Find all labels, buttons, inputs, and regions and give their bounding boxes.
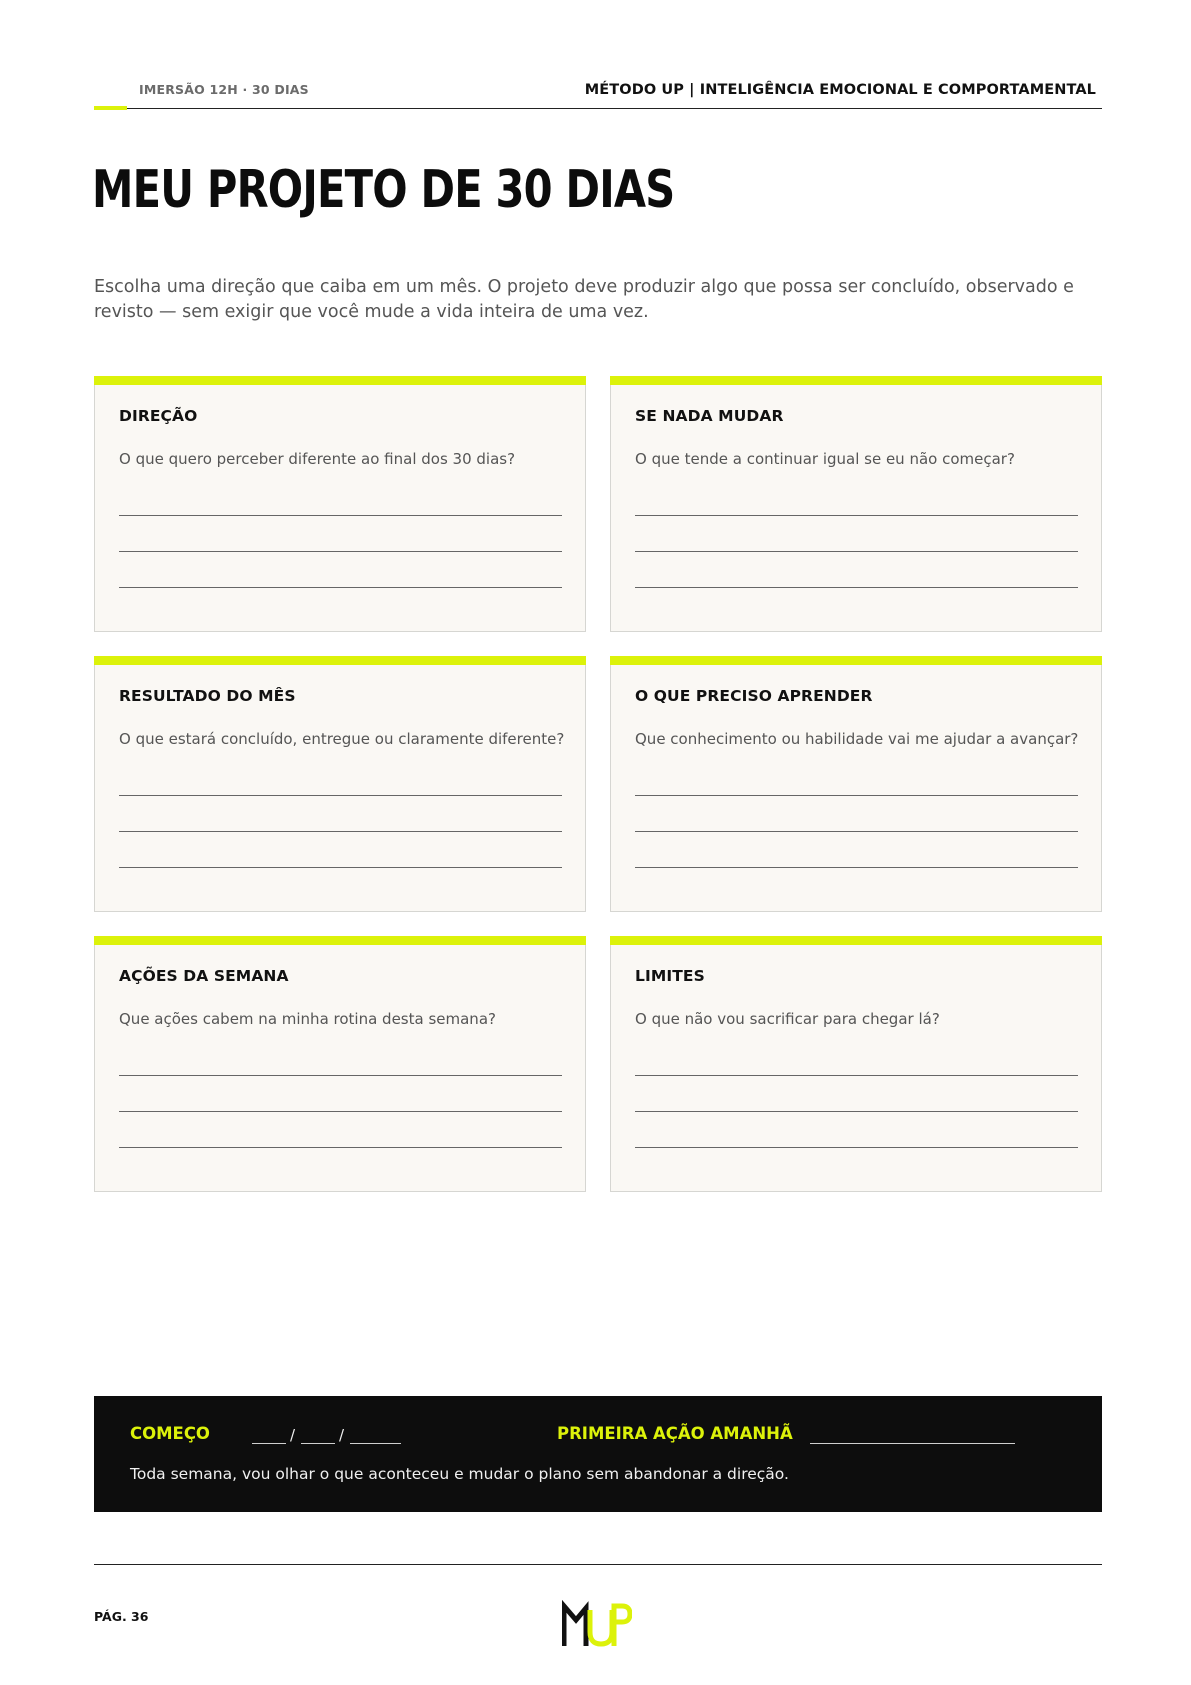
answer-line[interactable] bbox=[635, 867, 1078, 868]
first-action-label: PRIMEIRA AÇÃO AMANHÃ bbox=[557, 1424, 793, 1443]
card-title: O QUE PRECISO APRENDER bbox=[635, 687, 873, 705]
answer-line[interactable] bbox=[119, 1111, 562, 1112]
answer-line[interactable] bbox=[119, 551, 562, 552]
card-se-nada-mudar bbox=[610, 376, 1102, 632]
card-accent-bar bbox=[94, 936, 586, 945]
intro-paragraph: Escolha uma direção que caiba em um mês. O projeto deve produzir algo que possa ser concluído, observado e revisto — sem exigir que você mude a vida inteira de uma vez. bbox=[94, 277, 1074, 322]
card-accent-bar bbox=[610, 936, 1102, 945]
card-title: SE NADA MUDAR bbox=[635, 407, 784, 425]
card-title: LIMITES bbox=[635, 967, 705, 985]
answer-line[interactable] bbox=[119, 1075, 562, 1076]
commitment-note: Toda semana, vou olhar o que aconteceu e mudar o plano sem abandonar a direção. bbox=[130, 1465, 789, 1483]
start-day-field[interactable] bbox=[252, 1443, 286, 1444]
card-title: AÇÕES DA SEMANA bbox=[119, 967, 289, 985]
start-year-field[interactable] bbox=[350, 1443, 401, 1444]
page-number: PÁG. 36 bbox=[94, 1609, 149, 1624]
card-title: DIREÇÃO bbox=[119, 407, 198, 425]
mup-logo bbox=[562, 1600, 632, 1648]
answer-line[interactable] bbox=[635, 1075, 1078, 1076]
answer-line[interactable] bbox=[635, 551, 1078, 552]
start-date-label: COMEÇO bbox=[130, 1424, 210, 1443]
date-separator: / bbox=[290, 1426, 296, 1444]
header-accent-bar bbox=[94, 106, 127, 110]
answer-line[interactable] bbox=[119, 1147, 562, 1148]
answer-line[interactable] bbox=[635, 795, 1078, 796]
page-title: MEU PROJETO DE 30 DIAS bbox=[92, 160, 675, 220]
header-divider bbox=[94, 108, 1102, 109]
answer-line[interactable] bbox=[119, 587, 562, 588]
answer-line[interactable] bbox=[119, 515, 562, 516]
answer-line[interactable] bbox=[635, 1147, 1078, 1148]
answer-line[interactable] bbox=[119, 795, 562, 796]
first-action-field[interactable] bbox=[810, 1443, 1015, 1444]
answer-line[interactable] bbox=[635, 587, 1078, 588]
card-limites bbox=[610, 936, 1102, 1192]
card-question: O que quero perceber diferente ao final dos 30 dias? bbox=[119, 450, 516, 468]
commitment-box bbox=[94, 1396, 1102, 1512]
card-accent-bar bbox=[94, 656, 586, 665]
start-month-field[interactable] bbox=[301, 1443, 335, 1444]
answer-line[interactable] bbox=[119, 831, 562, 832]
card-acoes-da-semana bbox=[94, 936, 586, 1192]
answer-line[interactable] bbox=[119, 867, 562, 868]
card-question: O que tende a continuar igual se eu não começar? bbox=[635, 450, 1015, 468]
card-question: Que ações cabem na minha rotina desta semana? bbox=[119, 1010, 496, 1028]
card-accent-bar bbox=[610, 656, 1102, 665]
date-separator: / bbox=[339, 1426, 345, 1444]
card-question: Que conhecimento ou habilidade vai me ajudar a avançar? bbox=[635, 730, 1079, 748]
card-resultado-do-mes bbox=[94, 656, 586, 912]
card-question: O que não vou sacrificar para chegar lá? bbox=[635, 1010, 940, 1028]
answer-line[interactable] bbox=[635, 515, 1078, 516]
header-method-title: MÉTODO UP | INTELIGÊNCIA EMOCIONAL E COMPORTAMENTAL bbox=[584, 82, 1096, 98]
card-direcao bbox=[94, 376, 586, 632]
answer-line[interactable] bbox=[635, 831, 1078, 832]
card-accent-bar bbox=[94, 376, 586, 385]
card-question: O que estará concluído, entregue ou claramente diferente? bbox=[119, 730, 565, 748]
header-program-label: IMERSÃO 12H · 30 DIAS bbox=[139, 82, 309, 97]
card-o-que-preciso-aprender bbox=[610, 656, 1102, 912]
answer-line[interactable] bbox=[635, 1111, 1078, 1112]
card-title: RESULTADO DO MÊS bbox=[119, 687, 296, 705]
card-accent-bar bbox=[610, 376, 1102, 385]
footer-divider bbox=[94, 1564, 1102, 1565]
